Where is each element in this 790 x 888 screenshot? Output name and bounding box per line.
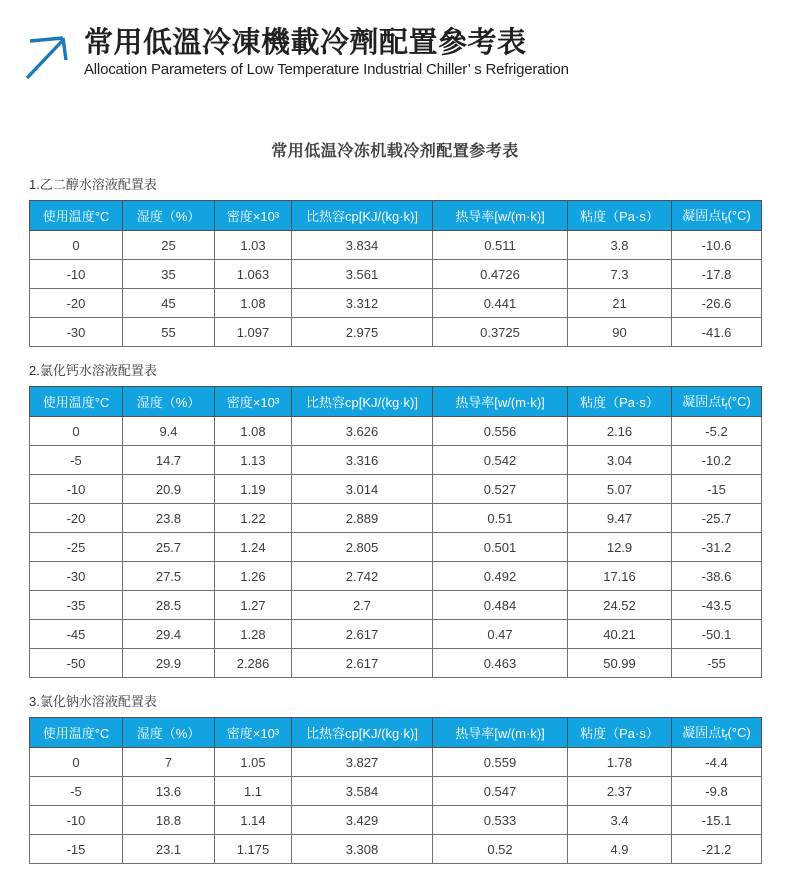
table-cell: 1.03 (215, 231, 292, 260)
brand-text-block (84, 27, 569, 78)
table-row (30, 562, 762, 591)
column-header: 使用温度°C (30, 201, 123, 231)
table-cell: 25 (123, 231, 215, 260)
table-cell: 2.742 (292, 562, 433, 591)
table-cell: 2.7 (292, 591, 433, 620)
table-cell: 13.6 (123, 777, 215, 806)
table-cell: 3.04 (568, 446, 672, 475)
table-row (30, 748, 762, 777)
table-cell: 5.07 (568, 475, 672, 504)
table-cell: -43.5 (672, 591, 762, 620)
column-header: 热导率[w/(m·k)] (433, 387, 568, 417)
table-cell: 2.975 (292, 318, 433, 347)
table-cell: 2.16 (568, 417, 672, 446)
table-row (30, 504, 762, 533)
table-cell: 3.561 (292, 260, 433, 289)
table-cell: -9.8 (672, 777, 762, 806)
solution-section (29, 691, 761, 864)
table-cell: 1.08 (215, 417, 292, 446)
header-row (30, 201, 762, 231)
table-cell: 7.3 (568, 260, 672, 289)
table-cell: -55 (672, 649, 762, 678)
table-cell: -41.6 (672, 318, 762, 347)
column-header: 湿度（%） (123, 201, 215, 231)
column-header: 使用温度°C (30, 718, 123, 748)
table-cell: 21 (568, 289, 672, 318)
table-cell: 1.1 (215, 777, 292, 806)
table-cell: 1.19 (215, 475, 292, 504)
table-cell: -45 (30, 620, 123, 649)
table-cell: -21.2 (672, 835, 762, 864)
table-cell: -5 (30, 777, 123, 806)
table-cell: 0.463 (433, 649, 568, 678)
table-cell: 29.9 (123, 649, 215, 678)
table-cell: 2.617 (292, 620, 433, 649)
table-row (30, 417, 762, 446)
table-cell: 1.28 (215, 620, 292, 649)
table-cell: 4.9 (568, 835, 672, 864)
table-cell: -35 (30, 591, 123, 620)
table-cell: 0.51 (433, 504, 568, 533)
column-header: 凝固点$t_f(^\circ C)$ (672, 718, 762, 748)
table-cell: 55 (123, 318, 215, 347)
table-cell: 1.175 (215, 835, 292, 864)
table-cell: 2.37 (568, 777, 672, 806)
column-header: 比热容cp[KJ/(kg·k)] (292, 201, 433, 231)
table-row (30, 777, 762, 806)
table-cell: -20 (30, 289, 123, 318)
column-header: 比热容cp[KJ/(kg·k)] (292, 387, 433, 417)
table-cell: 3.312 (292, 289, 433, 318)
table-cell: 9.47 (568, 504, 672, 533)
table-row (30, 260, 762, 289)
table-row (30, 533, 762, 562)
table-cell: 45 (123, 289, 215, 318)
table-cell: 0.52 (433, 835, 568, 864)
column-header: 凝固点$t_f(^\circ C)$ (672, 387, 762, 417)
table-cell: -30 (30, 562, 123, 591)
table-cell: 1.78 (568, 748, 672, 777)
table-cell: 1.26 (215, 562, 292, 591)
table-cell: 0 (30, 748, 123, 777)
column-header: 粘度（Pa·s） (568, 201, 672, 231)
brand-header (0, 0, 790, 82)
table-cell: 23.8 (123, 504, 215, 533)
table-cell: 0.533 (433, 806, 568, 835)
table-cell: 12.9 (568, 533, 672, 562)
table-cell: 24.52 (568, 591, 672, 620)
column-header: 粘度（Pa·s） (568, 387, 672, 417)
table-cell: 9.4 (123, 417, 215, 446)
table-cell: 1.22 (215, 504, 292, 533)
table-cell: 3.626 (292, 417, 433, 446)
table-cell: 1.14 (215, 806, 292, 835)
table-cell: -38.6 (672, 562, 762, 591)
section-label: 2.氯化钙水溶液配置表 (29, 363, 157, 378)
table-cell: 3.8 (568, 231, 672, 260)
table-cell: -10 (30, 806, 123, 835)
table-row (30, 231, 762, 260)
table-row (30, 620, 762, 649)
table-cell: -26.6 (672, 289, 762, 318)
table-cell: 1.097 (215, 318, 292, 347)
column-header: 密度×10³ (215, 387, 292, 417)
table-cell: 40.21 (568, 620, 672, 649)
table-cell: -15.1 (672, 806, 762, 835)
table-cell: 35 (123, 260, 215, 289)
table-cell: -10 (30, 260, 123, 289)
table-cell: 7 (123, 748, 215, 777)
table-cell: 0.559 (433, 748, 568, 777)
table-cell: 17.16 (568, 562, 672, 591)
table-cell: 1.27 (215, 591, 292, 620)
table-cell: 1.05 (215, 748, 292, 777)
table-cell: 25.7 (123, 533, 215, 562)
data-table (29, 386, 762, 678)
table-cell: -20 (30, 504, 123, 533)
column-header: 比热容cp[KJ/(kg·k)] (292, 718, 433, 748)
table-row (30, 649, 762, 678)
column-header: 密度×10³ (215, 718, 292, 748)
table-cell: 3.014 (292, 475, 433, 504)
column-header: 热导率[w/(m·k)] (433, 201, 568, 231)
column-header: 密度×10³ (215, 201, 292, 231)
table-cell: 0.441 (433, 289, 568, 318)
section-label: 3.氯化钠水溶液配置表 (29, 694, 157, 709)
table-cell: 20.9 (123, 475, 215, 504)
table-cell: 2.805 (292, 533, 433, 562)
table-cell: -10.6 (672, 231, 762, 260)
table-cell: 0 (30, 417, 123, 446)
table-cell: -50 (30, 649, 123, 678)
table-cell: 23.1 (123, 835, 215, 864)
table-cell: -5.2 (672, 417, 762, 446)
table-cell: 27.5 (123, 562, 215, 591)
table-cell: -30 (30, 318, 123, 347)
table-cell: -15 (672, 475, 762, 504)
table-cell: 3.308 (292, 835, 433, 864)
header-row (30, 718, 762, 748)
header-row (30, 387, 762, 417)
table-cell: -25 (30, 533, 123, 562)
sections (0, 174, 790, 864)
table-cell: -10.2 (672, 446, 762, 475)
table-cell: 2.617 (292, 649, 433, 678)
column-header: 湿度（%） (123, 387, 215, 417)
table-cell: 0.492 (433, 562, 568, 591)
table-row (30, 806, 762, 835)
table-cell: -17.8 (672, 260, 762, 289)
table-cell: 3.834 (292, 231, 433, 260)
table-cell: 1.13 (215, 446, 292, 475)
table-cell: 3.4 (568, 806, 672, 835)
table-cell: 0.4726 (433, 260, 568, 289)
table-cell: 29.4 (123, 620, 215, 649)
table-cell: 2.889 (292, 504, 433, 533)
column-header: 使用温度°C (30, 387, 123, 417)
table-cell: 28.5 (123, 591, 215, 620)
table-cell: 0.542 (433, 446, 568, 475)
table-cell: 2.286 (215, 649, 292, 678)
table-cell: -10 (30, 475, 123, 504)
column-header: 热导率[w/(m·k)] (433, 718, 568, 748)
table-cell: 0.511 (433, 231, 568, 260)
table-cell: 1.08 (215, 289, 292, 318)
table-row (30, 835, 762, 864)
solution-section (29, 174, 761, 347)
table-cell: 3.584 (292, 777, 433, 806)
document-title: 常用低温冷冻机载冷剂配置参考表 (271, 143, 519, 160)
solution-section (29, 360, 761, 678)
table-cell: 1.24 (215, 533, 292, 562)
table-cell: 0.484 (433, 591, 568, 620)
table-cell: -4.4 (672, 748, 762, 777)
table-row (30, 289, 762, 318)
data-table (29, 717, 762, 864)
data-table (29, 200, 762, 347)
table-cell: 1.063 (215, 260, 292, 289)
table-cell: 0.501 (433, 533, 568, 562)
column-header: 凝固点$t_f(^\circ C)$ (672, 201, 762, 231)
table-row (30, 318, 762, 347)
table-cell: -50.1 (672, 620, 762, 649)
table-cell: 50.99 (568, 649, 672, 678)
table-cell: 0.547 (433, 777, 568, 806)
table-cell: 3.316 (292, 446, 433, 475)
table-row (30, 591, 762, 620)
section-label: 1.乙二醇水溶液配置表 (29, 177, 157, 192)
column-header: 粘度（Pa·s） (568, 718, 672, 748)
table-cell: -25.7 (672, 504, 762, 533)
table-cell: 0.527 (433, 475, 568, 504)
table-cell: -15 (30, 835, 123, 864)
table-row (30, 446, 762, 475)
table-cell: 3.827 (292, 748, 433, 777)
column-header: 湿度（%） (123, 718, 215, 748)
table-cell: 18.8 (123, 806, 215, 835)
table-cell: 0.556 (433, 417, 568, 446)
table-row (30, 475, 762, 504)
table-cell: 90 (568, 318, 672, 347)
table-cell: 0.47 (433, 620, 568, 649)
table-cell: 0 (30, 231, 123, 260)
table-cell: -5 (30, 446, 123, 475)
table-cell: 0.3725 (433, 318, 568, 347)
page-subtitle: Allocation Parameters of Low Temperature Industrial Chiller’ s Refrigeration (84, 61, 569, 79)
table-cell: 14.7 (123, 446, 215, 475)
arrow-up-right-icon (21, 30, 77, 82)
table-cell: 3.429 (292, 806, 433, 835)
table-cell: -31.2 (672, 533, 762, 562)
page-title: 常用低溫冷凍機載冷劑配置參考表 (84, 27, 527, 59)
